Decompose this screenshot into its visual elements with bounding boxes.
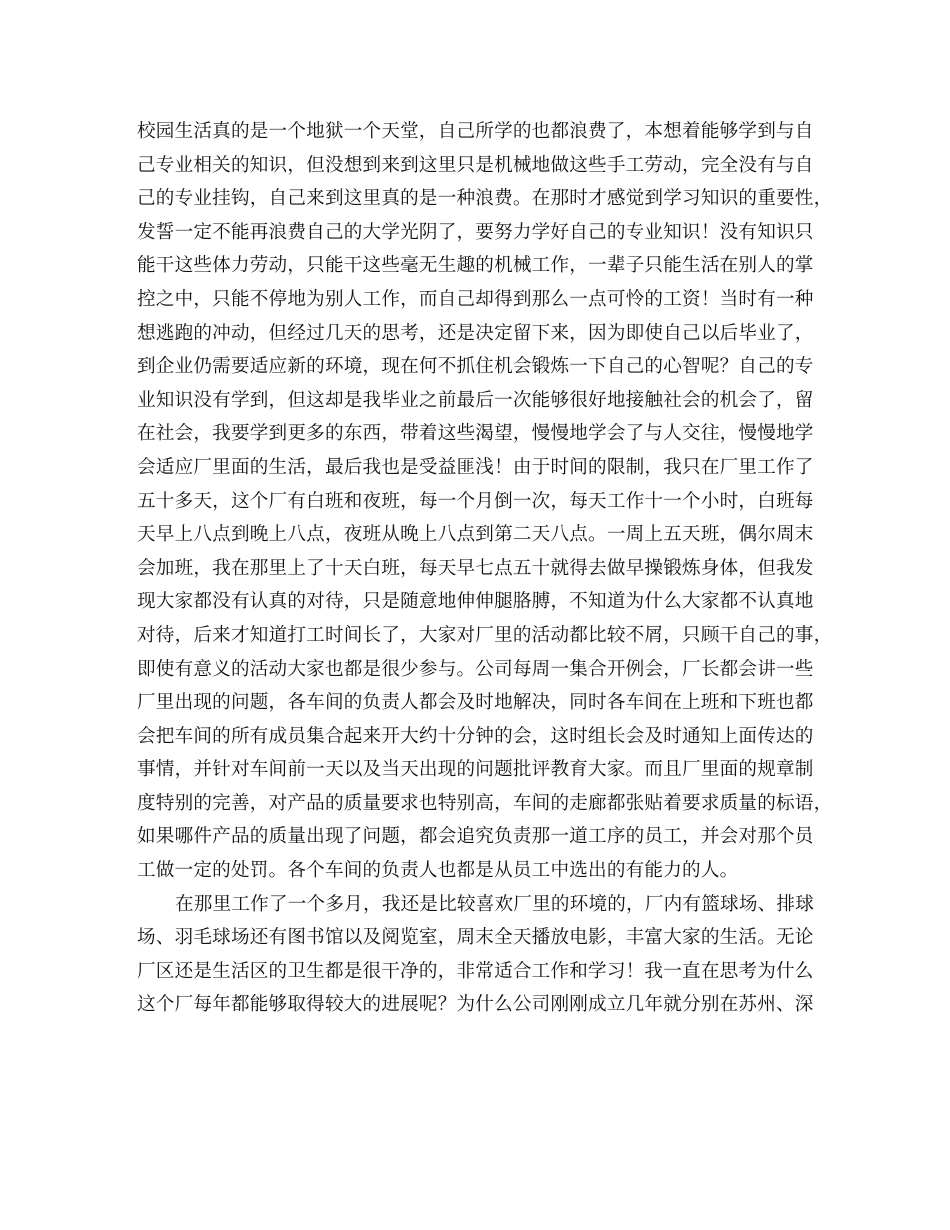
text-line: 业知识没有学到，但这却是我毕业之前最后一次能够很好地接触社会的机会了，留 xyxy=(137,389,814,411)
text-line: 事情，并针对车间前一天以及当天出现的问题批评教育大家。而且厂里面的规章制 xyxy=(137,759,814,781)
text-line: 这个厂每年都能够取得较大的进展呢？为什么公司刚刚成立几年就分别在苏州、深 xyxy=(137,994,814,1016)
text-line: 会加班，我在那里上了十天白班，每天早七点五十就得去做早操锻炼身体，但我发 xyxy=(137,557,814,579)
text-line: 场、羽毛球场还有图书馆以及阅览室，周末全天播放电影，丰富大家的生活。无论 xyxy=(137,927,814,949)
text-line: 现大家都没有认真的对待，只是随意地伸伸腿胳膊，不知道为什么大家都不认真地 xyxy=(137,591,814,613)
text-line: 对待，后来才知道打工时间长了，大家对厂里的活动都比较不屑，只顾干自己的事， xyxy=(137,624,833,646)
text-line: 会把车间的所有成员集合起来开大约十分钟的会，这时组长会及时通知上面传达的 xyxy=(137,725,814,747)
text-line: 控之中，只能不停地为别人工作，而自己却得到那么一点可怜的工资！当时有一种 xyxy=(137,288,814,310)
text-line: 能干这些体力劳动，只能干这些毫无生趣的机械工作，一辈子只能生活在别人的掌 xyxy=(137,255,814,277)
text-line: 即使有意义的活动大家也都是很少参与。公司每周一集合开例会，厂长都会讲一些 xyxy=(137,658,814,680)
text-line: 在社会，我要学到更多的东西，带着这些渴望，慢慢地学会了与人交往，慢慢地学 xyxy=(137,423,814,445)
text-line: 校园生活真的是一个地狱一个天堂，自己所学的也都浪费了，本想着能够学到与自 xyxy=(137,121,814,142)
text-line: 如果哪件产品的质量出现了问题，都会追究负责那一道工序的员工，并会对那个员 xyxy=(137,826,814,848)
text-line: 到企业仍需要适应新的环境，现在何不抓住机会锻炼一下自己的心智呢？自己的专 xyxy=(137,356,814,378)
text-line: 度特别的完善，对产品的质量要求也特别高，车间的走廊都张贴着要求质量的标语， xyxy=(137,792,833,814)
text-line: 工做一定的处罚。各个车间的负责人也都是从员工中选出的有能力的人。 xyxy=(137,860,739,882)
text-line: 会适应厂里面的生活，最后我也是受益匪浅！由于时间的限制，我只在厂里工作了 xyxy=(137,456,814,478)
text-line: 想逃跑的冲动，但经过几天的思考，还是决定留下来，因为即使自己以后毕业了， xyxy=(137,322,814,344)
text-line: 己专业相关的知识，但没想到来到这里只是机械地做这些手工劳动，完全没有与自 xyxy=(137,154,814,176)
text-line: 己的专业挂钩，自己来到这里真的是一种浪费。在那时才感觉到学习知识的重要性， xyxy=(137,188,833,210)
text-line: 五十多天，这个厂有白班和夜班，每一个月倒一次，每天工作十一个小时，白班每 xyxy=(137,490,814,512)
paragraph-start-line: 在那里工作了一个多月，我还是比较喜欢厂里的环境的，厂内有篮球场、排球 xyxy=(175,893,814,915)
text-line: 发誓一定不能再浪费自己的大学光阴了，要努力学好自己的专业知识！没有知识只 xyxy=(137,221,814,243)
text-line: 厂区还是生活区的卫生都是很干净的，非常适合工作和学习！我一直在思考为什么 xyxy=(137,960,814,982)
text-line: 厂里出现的问题，各车间的负责人都会及时地解决，同时各车间在上班和下班也都 xyxy=(137,692,814,714)
text-line: 天早上八点到晚上八点，夜班从晚上八点到第二天八点。一周上五天班，偶尔周末 xyxy=(137,524,814,546)
body-text xyxy=(137,115,833,1022)
